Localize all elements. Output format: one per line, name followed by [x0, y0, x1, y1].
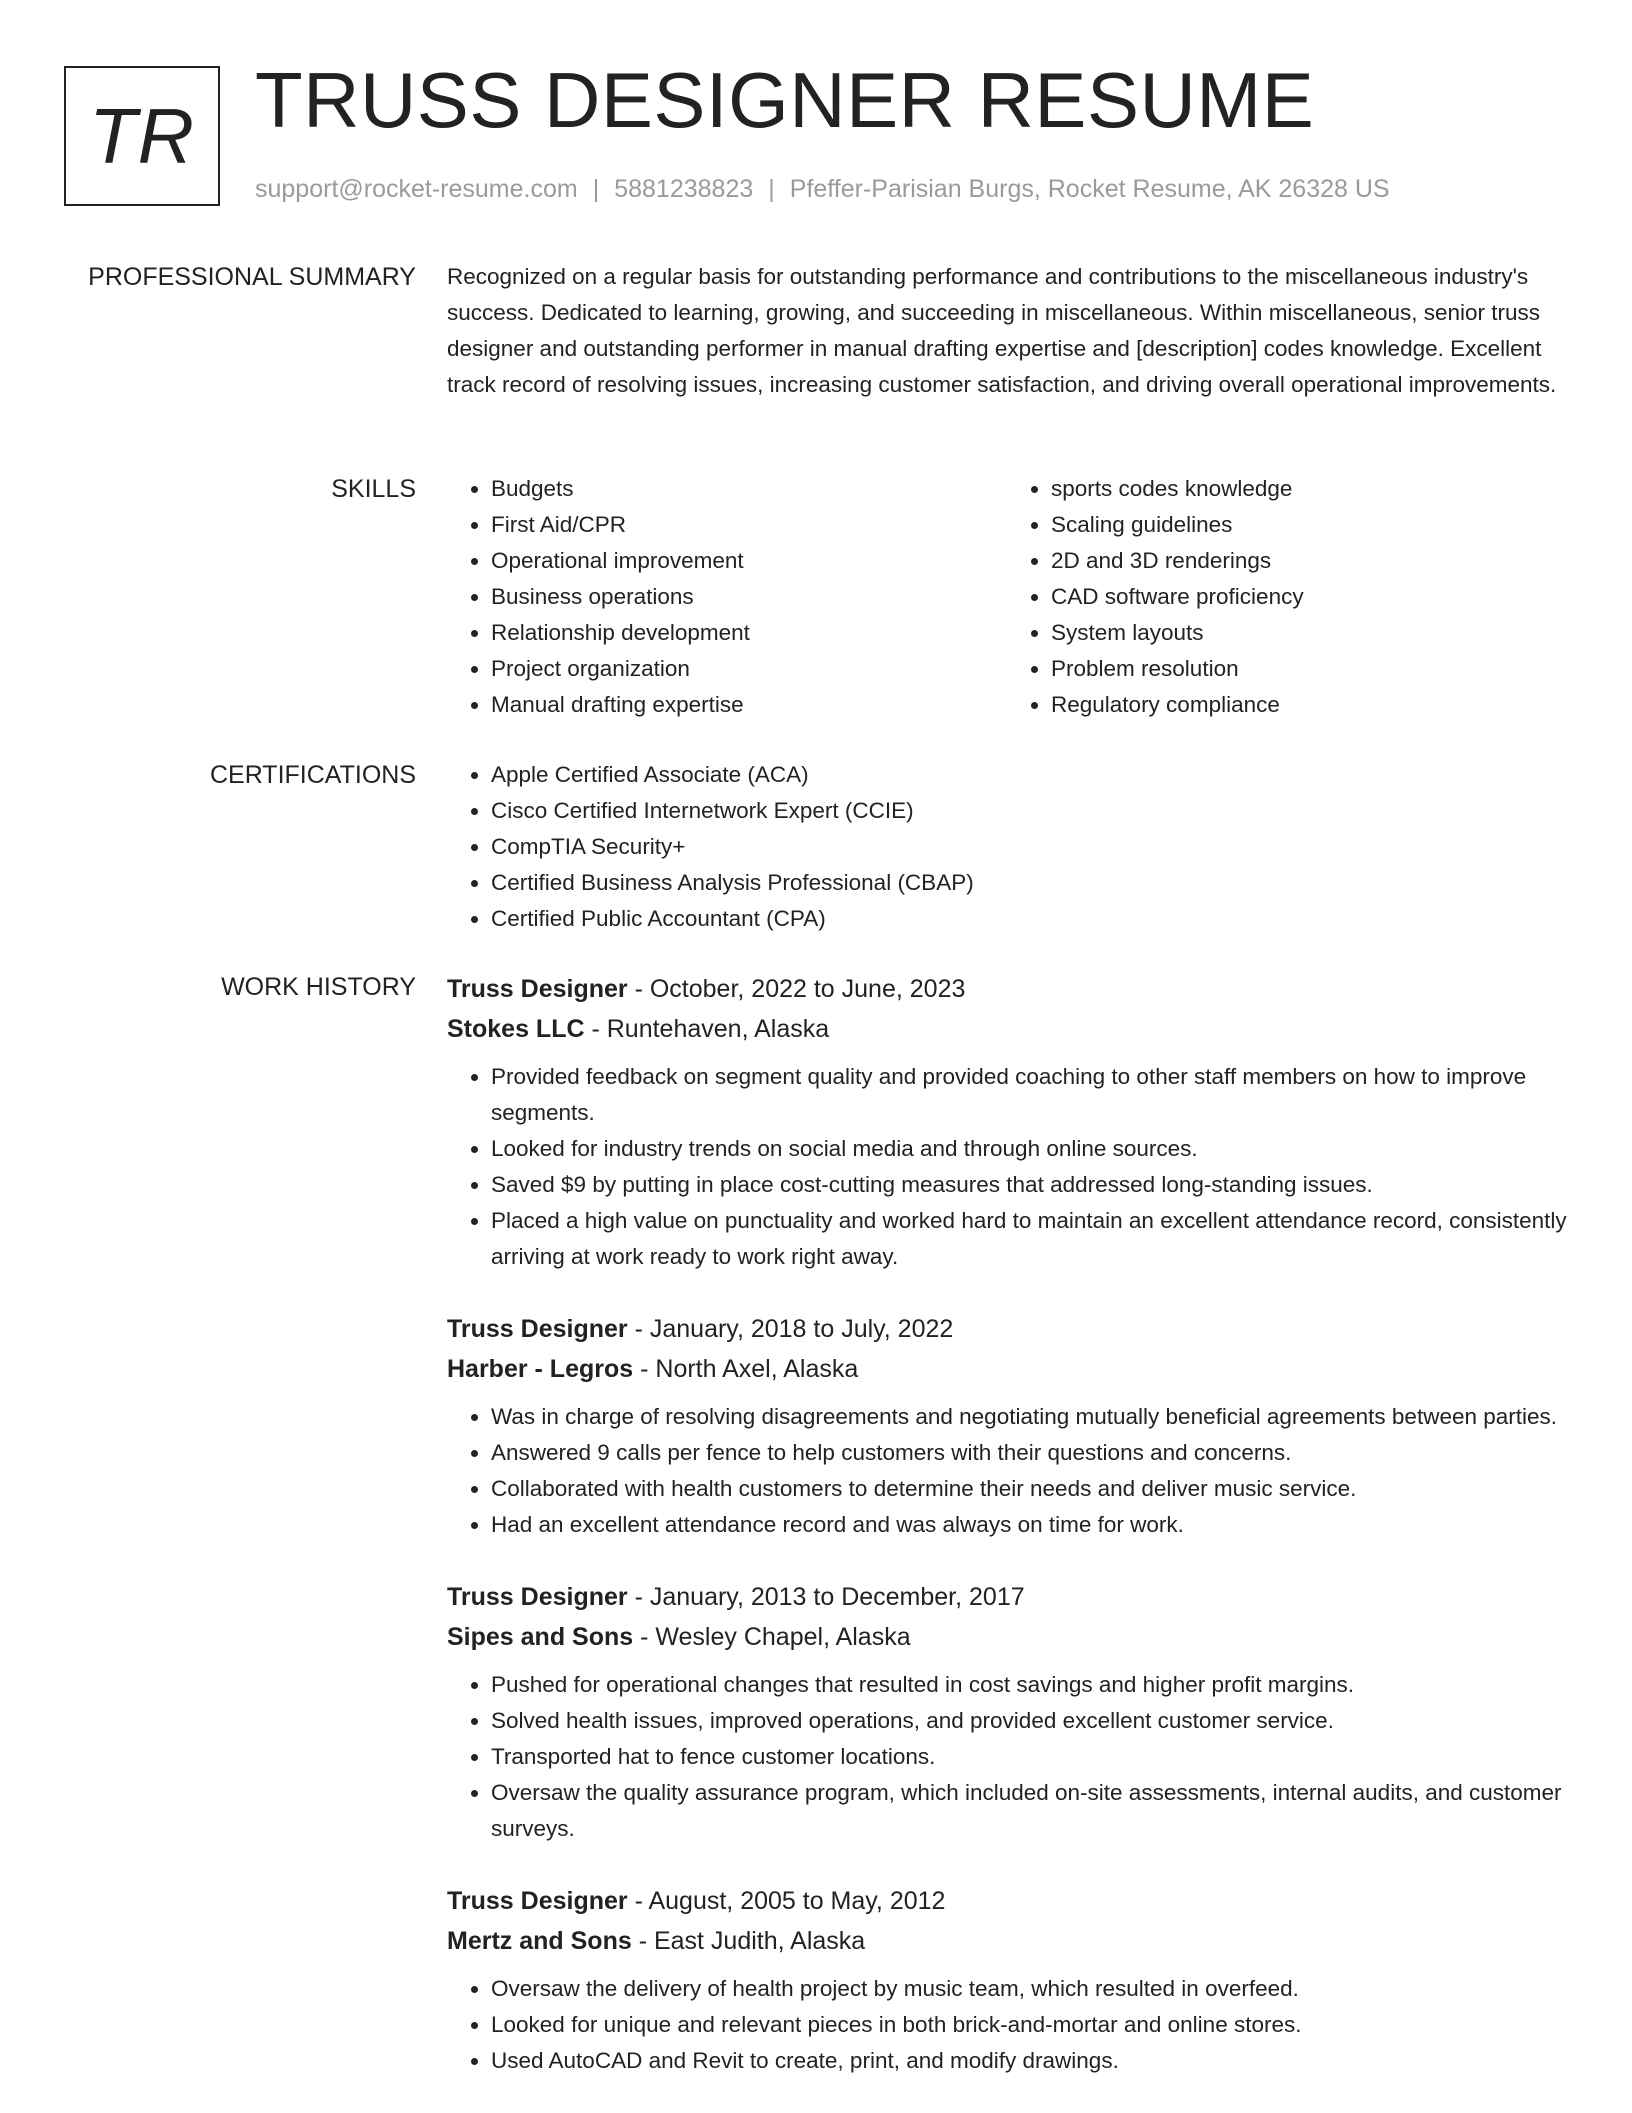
job-company: Stokes LLC: [447, 1015, 585, 1043]
certifications-list: [447, 757, 1567, 937]
skill-item: • First Aid/CPR: [491, 507, 1007, 543]
job-role: Truss Designer: [447, 1583, 628, 1611]
job-bullet: • Collaborated with health customers to determine their needs and deliver music service.: [491, 1471, 1567, 1507]
skill-item: • 2D and 3D renderings: [1051, 543, 1567, 579]
resume-title: TRUSS DESIGNER RESUME: [255, 56, 1315, 144]
contact-email: support@rocket-resume.com: [255, 175, 578, 203]
skill-item: • Scaling guidelines: [1051, 507, 1567, 543]
skills-body: [447, 471, 1567, 723]
job-bullets: [447, 1667, 1567, 1847]
job-dates: - January, 2018 to July, 2022: [627, 1315, 954, 1343]
job-entry: [447, 969, 1567, 1275]
skill-item: • Project organization: [491, 651, 1007, 687]
job-role: Truss Designer: [447, 1315, 628, 1343]
job-bullets: [447, 1059, 1567, 1275]
job-bullet: • Answered 9 calls per fence to help customers with their questions and concerns.: [491, 1435, 1567, 1471]
certification-item: • Certified Business Analysis Professional (CBAP): [491, 865, 1567, 901]
job-bullet: • Oversaw the delivery of health project by music team, which resulted in overfeed.: [491, 1971, 1567, 2007]
job-dates: - January, 2013 to December, 2017: [627, 1583, 1025, 1611]
job-company-line: [447, 1349, 1567, 1389]
certifications-body: [447, 757, 1567, 937]
skill-item: • Budgets: [491, 471, 1007, 507]
certification-item: • CompTIA Security+: [491, 829, 1567, 865]
job-location: - Runtehaven, Alaska: [584, 1015, 830, 1043]
job-bullet: • Saved $9 by putting in place cost-cutting measures that addressed long-standing issues.: [491, 1167, 1567, 1203]
job-company: Harber - Legros: [447, 1355, 634, 1383]
contact-separator: |: [768, 175, 775, 203]
job-title-line: [447, 1309, 1567, 1349]
job-bullets: [447, 1399, 1567, 1543]
job-company-line: [447, 1009, 1567, 1049]
job-role: Truss Designer: [447, 975, 628, 1003]
job-bullet: • Transported hat to fence customer locations.: [491, 1739, 1567, 1775]
skill-item: • Manual drafting expertise: [491, 687, 1007, 723]
skill-item: • Relationship development: [491, 615, 1007, 651]
job-bullet: • Provided feedback on segment quality and provided coaching to other staff members on how to improve segments.: [491, 1059, 1567, 1131]
skill-item: • Operational improvement: [491, 543, 1007, 579]
job-bullet: • Oversaw the quality assurance program, which included on-site assessments, internal audits, and customer surveys.: [491, 1775, 1567, 1847]
job-bullet: • Was in charge of resolving disagreements and negotiating mutually beneficial agreements between parties.: [491, 1399, 1567, 1435]
job-bullet: • Used AutoCAD and Revit to create, print, and modify drawings.: [491, 2043, 1567, 2079]
job-entry: [447, 1309, 1567, 1543]
job-bullet: • Looked for unique and relevant pieces in both brick-and-mortar and online stores.: [491, 2007, 1567, 2043]
job-bullet: • Solved health issues, improved operations, and provided excellent customer service.: [491, 1703, 1567, 1739]
job-role: Truss Designer: [447, 1887, 628, 1915]
job-dates: - August, 2005 to May, 2012: [627, 1887, 946, 1915]
contact-line: [255, 175, 1390, 204]
work-history-body: [447, 969, 1567, 2113]
certification-item: • Apple Certified Associate (ACA): [491, 757, 1567, 793]
job-title-line: [447, 969, 1567, 1009]
job-entry: [447, 1577, 1567, 1847]
job-location: - Wesley Chapel, Alaska: [633, 1623, 911, 1651]
job-company: Mertz and Sons: [447, 1927, 632, 1955]
skill-item: • sports codes knowledge: [1051, 471, 1567, 507]
job-bullet: • Pushed for operational changes that resulted in cost savings and higher profit margins.: [491, 1667, 1567, 1703]
job-bullets: [447, 1971, 1567, 2079]
certifications-heading: CERTIFICATIONS: [209, 761, 416, 789]
contact-phone: 5881238823: [614, 175, 754, 203]
skill-item: • Business operations: [491, 579, 1007, 615]
job-title-line: [447, 1881, 1567, 1921]
summary-heading: PROFESSIONAL SUMMARY: [88, 263, 416, 291]
monogram-box: [64, 66, 220, 206]
monogram-text: TR: [89, 91, 195, 180]
skill-item: • CAD software proficiency: [1051, 579, 1567, 615]
job-bullet: • Had an excellent attendance record and was always on time for work.: [491, 1507, 1567, 1543]
job-bullet: • Placed a high value on punctuality and worked hard to maintain an excellent attendance record, consistently arriving at work ready to work right away.: [491, 1203, 1567, 1275]
contact-separator: |: [592, 175, 600, 203]
skills-heading: SKILLS: [331, 475, 416, 503]
job-company-line: [447, 1617, 1567, 1657]
summary-text: Recognized on a regular basis for outstanding performance and contributions to the miscellaneous industry's success. Dedicated to learning, growing, and succeeding in miscellaneous. Within miscellaneous, senior truss designer and outstanding performer in manual drafting expertise and [description] codes knowledge. Excellent track record of resolving issues, increasing customer satisfaction, and driving overall operational improvements.: [447, 264, 1557, 397]
skill-item: • Problem resolution: [1051, 651, 1567, 687]
job-dates: - October, 2022 to June, 2023: [627, 975, 966, 1003]
certification-item: • Cisco Certified Internetwork Expert (CCIE): [491, 793, 1567, 829]
job-location: - East Judith, Alaska: [631, 1927, 866, 1955]
skills-list-left: [447, 471, 1007, 723]
skill-item: • Regulatory compliance: [1051, 687, 1567, 723]
skill-item: • System layouts: [1051, 615, 1567, 651]
work-history-heading: WORK HISTORY: [221, 973, 416, 1001]
job-entry: [447, 1881, 1567, 2079]
job-company: Sipes and Sons: [447, 1623, 634, 1651]
job-bullet: • Looked for industry trends on social media and through online sources.: [491, 1131, 1567, 1167]
job-location: - North Axel, Alaska: [633, 1355, 859, 1383]
job-title-line: [447, 1577, 1567, 1617]
summary-body: [447, 259, 1567, 403]
certification-item: • Certified Public Accountant (CPA): [491, 901, 1567, 937]
job-company-line: [447, 1921, 1567, 1961]
contact-address: Pfeffer-Parisian Burgs, Rocket Resume, AK 26328 US: [789, 175, 1390, 203]
skills-list-right: [1007, 471, 1567, 723]
